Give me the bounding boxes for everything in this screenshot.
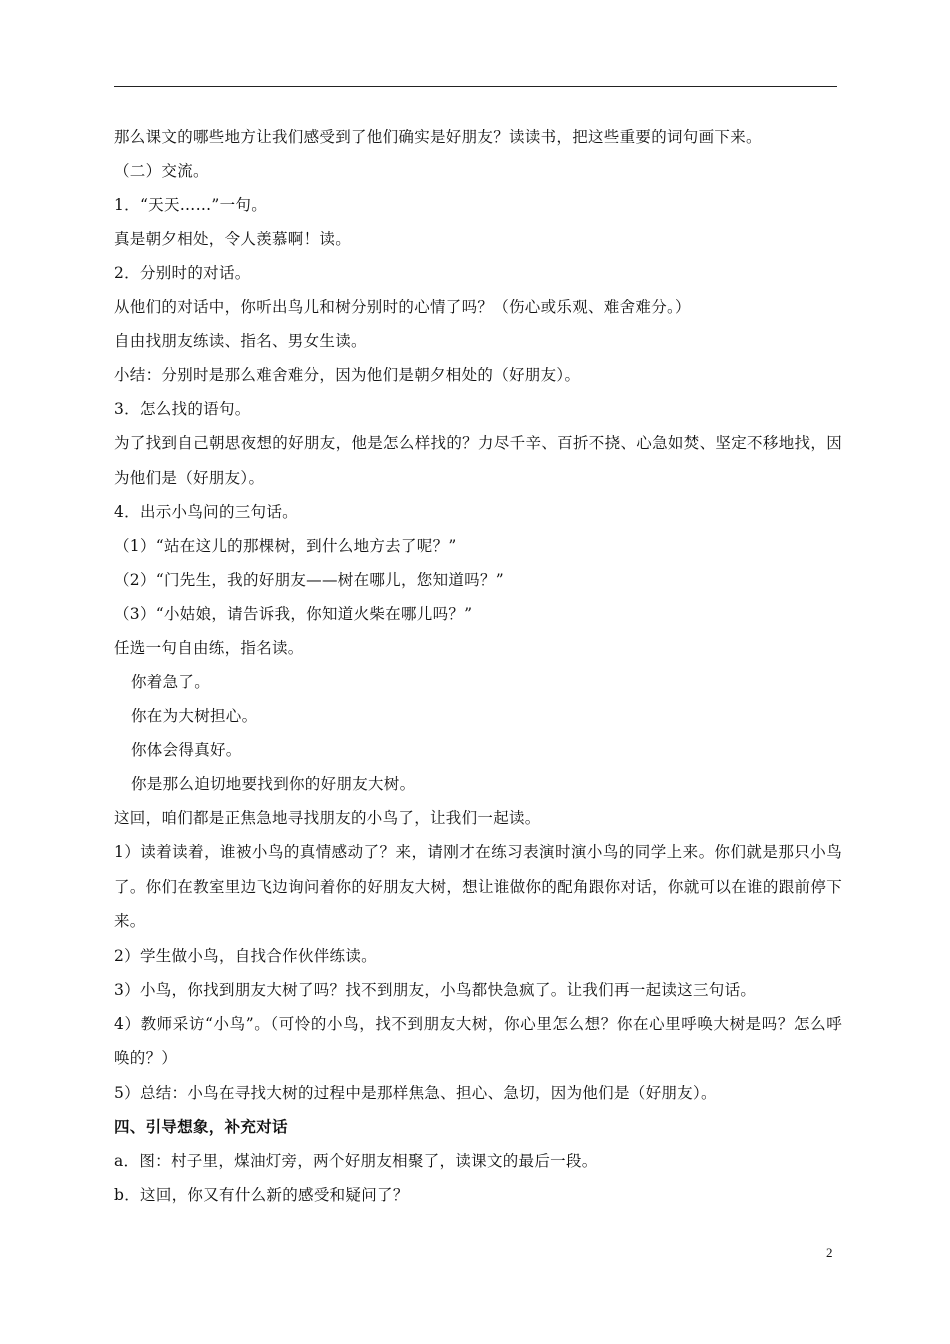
- wrapped-paragraph: 4）教师采访“小鸟”。（可怜的小鸟，找不到朋友大树，你心里怎么想？你在心里呼唤大树是吗？怎么呼唤的？）: [114, 1014, 842, 1067]
- quote-item: （1）“站在这儿的那棵树，到什么地方去了呢？”: [114, 537, 457, 555]
- paragraph-line: 那么课文的哪些地方让我们感受到了他们确实是好朋友？读读书，把这些重要的词句画下来。: [114, 128, 762, 146]
- lettered-item: a．图：村子里，煤油灯旁，两个好朋友相聚了，读课文的最后一段。: [114, 1151, 598, 1170]
- paragraph-line: 从他们的对话中，你听出鸟儿和树分别时的心情了吗？（伤心或乐观、难舍难分。）: [114, 298, 691, 316]
- numbered-item: 3）小鸟，你找到朋友大树了吗？找不到朋友，小鸟都快急疯了。让我们再一起读这三句话。: [114, 980, 757, 999]
- paragraph-line: 小结：分别时是那么难舍难分，因为他们是朝夕相处的（好朋友）。: [114, 366, 581, 384]
- lettered-item: b．这回，你又有什么新的感受和疑问了？: [114, 1185, 409, 1204]
- paragraph-line: 这回，咱们都是正焦急地寻找朋友的小鸟了，让我们一起读。: [114, 809, 541, 827]
- quote-item: （2）“门先生，我的好朋友——树在哪儿，您知道吗？”: [114, 571, 505, 589]
- quote-item: （3）“小姑娘，请告诉我，你知道火柴在哪儿吗？”: [114, 605, 473, 623]
- section-subheading: （二）交流。: [114, 162, 209, 180]
- page-number: 2: [826, 1245, 833, 1260]
- wrapped-paragraph: 1）读着读着，谁被小鸟的真情感动了？来，请刚才在练习表演时演小鸟的同学上来。你们就是那只小鸟了。你们在教室里边飞边询问着你的好朋友大树，想让谁做你的配角跟你对话，你就可以在谁的跟前停下来。: [114, 843, 842, 930]
- body-text: [114, 120, 842, 1212]
- paragraph-line: 自由找朋友练读、指名、男女生读。: [114, 332, 367, 350]
- numbered-item: 4．出示小鸟问的三句话。: [114, 503, 298, 521]
- paragraph-line: 真是朝夕相处，令人羡慕啊！读。: [114, 230, 352, 248]
- indented-line: 你在为大树担心。: [131, 707, 258, 725]
- indented-line: 你着急了。: [131, 673, 211, 691]
- indented-line: 你体会得真好。: [131, 741, 242, 759]
- numbered-item: 1．“天天……”一句。: [114, 196, 268, 214]
- section-heading: 四、引导想象，补充对话: [114, 1116, 288, 1136]
- numbered-item: 2）学生做小鸟，自找合作伙伴练读。: [114, 946, 377, 965]
- numbered-item: 2．分别时的对话。: [114, 264, 251, 282]
- indented-line: 你是那么迫切地要找到你的好朋友大树。: [131, 775, 416, 793]
- paragraph-line: 任选一句自由练，指名读。: [114, 639, 304, 657]
- wrapped-paragraph: 为了找到自己朝思夜想的好朋友，他是怎么样找的？力尽千辛、百折不挠、心急如焚、坚定不移地找，因为他们是（好朋友）。: [114, 434, 842, 487]
- numbered-item: 3．怎么找的语句。: [114, 400, 251, 418]
- header-rule: [114, 86, 837, 87]
- numbered-item: 5）总结：小鸟在寻找大树的过程中是那样焦急、担心、急切，因为他们是（好朋友）。: [114, 1083, 717, 1102]
